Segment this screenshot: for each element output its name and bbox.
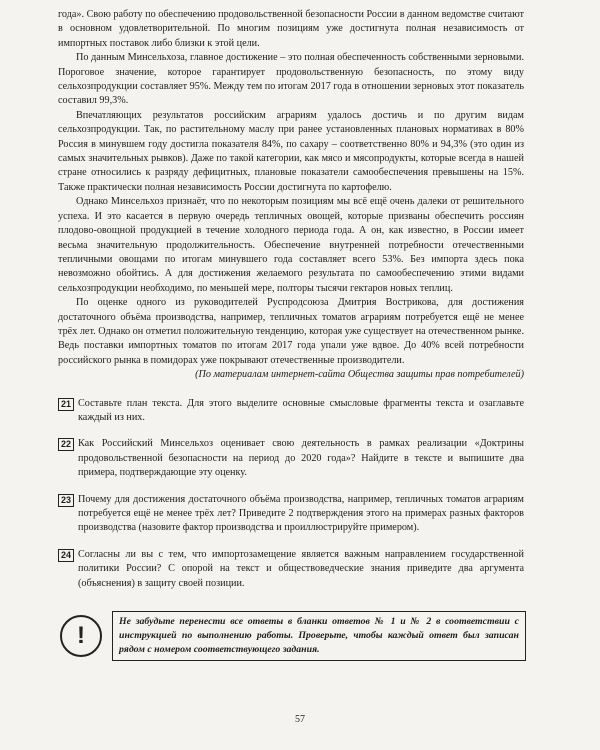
task-number: 22	[58, 438, 74, 451]
paragraph-2: По данным Минсельхоза, главное достижение – это полная обеспеченность собственными зерновыми. Пороговое значение, которое гарантирует продовольственную безопасность, по этому виду сельхозпродукции составляет 95%. Между тем по итогам 2017 года в отношении зерновых этот показатель составил 99,3%.	[58, 52, 524, 107]
task-text: Как Российский Минсельхоз оценивает свою деятельность в рамках реализации «Доктрины продовольственной безопасности на период до 2020 года»? Найдите в тексте и выпишите два примера, подтверждающие эту оценку.	[78, 438, 524, 479]
document-page	[58, 8, 524, 663]
exclamation-icon: !	[60, 615, 102, 657]
task-23	[58, 493, 524, 536]
paragraph-1: года». Свою работу по обеспечению продовольственной безопасности России в данном ведомстве считают в основном удовлетворительной. По многим позициям уже достигнута полная независимость от импортных поставок либо близки к этой цели.	[58, 9, 524, 49]
task-text: Почему для достижения достаточного объёма производства, например, тепличных томатов аграриям потребуется ещё не менее трёх лет? Приведите 2 подтверждения этого на примерах разных факторов производства (назовите фактор производства и проиллюстрируйте примером).	[78, 493, 524, 534]
paragraph-5: По оценке одного из руководителей Руспродсоюза Дмитрия Вострикова, для достижения достаточного объёма производства, например, тепличных томатов аграриям потребуется ещё не менее трёх лет. Однако он отметил положительную тенденцию, которая уже существует на отечественном рынке. Ведь поставки импортных томатов по итогам 2017 года упали уже вдвое. До 40% всей потребности российского рынка в помидорах уже покрывают отечественные производители.	[58, 297, 524, 366]
task-number: 21	[58, 398, 74, 411]
task-24	[58, 548, 524, 591]
paragraph-3: Впечатляющих результатов российским аграриям удалось достичь и по другим видам сельхозпродукции. Так, по растительному маслу при ранее установленных плановых нормативах в 80% Россия в минувшем году достигла показателя 84%, по сахару – соответственно 80% и 94,3% (это один из самых значительных рывков). Даже по такой категории, как мясо и мясопродукты, которые всегда в нашей стране относились к разряду дефицитных, плановые показатели самообеспечения превышены на 15%. Также практически полная независимость России достигнута по картофелю.	[58, 109, 524, 193]
source-citation: (По материалам интернет-сайта Общества защиты прав потребителей)	[195, 369, 524, 381]
notice-text: Не забудьте перенести все ответы в бланки ответов № 1 и № 2 в соответствии с инструкцией по выполнению работы. Проверьте, чтобы каждый ответ был записан рядом с номером соответствующего задания.	[112, 611, 526, 661]
task-22	[58, 437, 524, 480]
task-number: 24	[58, 549, 74, 562]
page-number: 57	[295, 714, 305, 725]
task-text: Составьте план текста. Для этого выделите основные смысловые фрагменты текста и озаглавьте каждый из них.	[78, 397, 524, 423]
task-number: 23	[58, 494, 74, 507]
paragraph-4: Однако Минсельхоз признаёт, что по некоторым позициям мы всё ещё очень далеки от решительного успеха. И это касается в первую очередь тепличных овощей, которые призваны обеспечить россиян плодово-овощной продукцией в течение холодного периода года. А он, как известно, в России имеет весьма значительную продолжительность. Обеспечение внутренней потребности отечественными тепличными овощами по итогам минувшего года составляет всего 53%. Без импорта здесь пока невозможно обойтись. А для достижения желаемого результата по самообеспечению этими видами сельхозпродукции необходимо, по меньшей мере, полторы тысячи гектаров новых теплиц.	[58, 196, 524, 294]
task-21	[58, 397, 524, 426]
task-text: Согласны ли вы с тем, что импортозамещение является важным направлением государственной политики России? С опорой на текст и обществоведческие знания приведите два аргумента (объяснения) в защиту своей позиции.	[78, 548, 524, 589]
notice-block	[58, 613, 524, 663]
